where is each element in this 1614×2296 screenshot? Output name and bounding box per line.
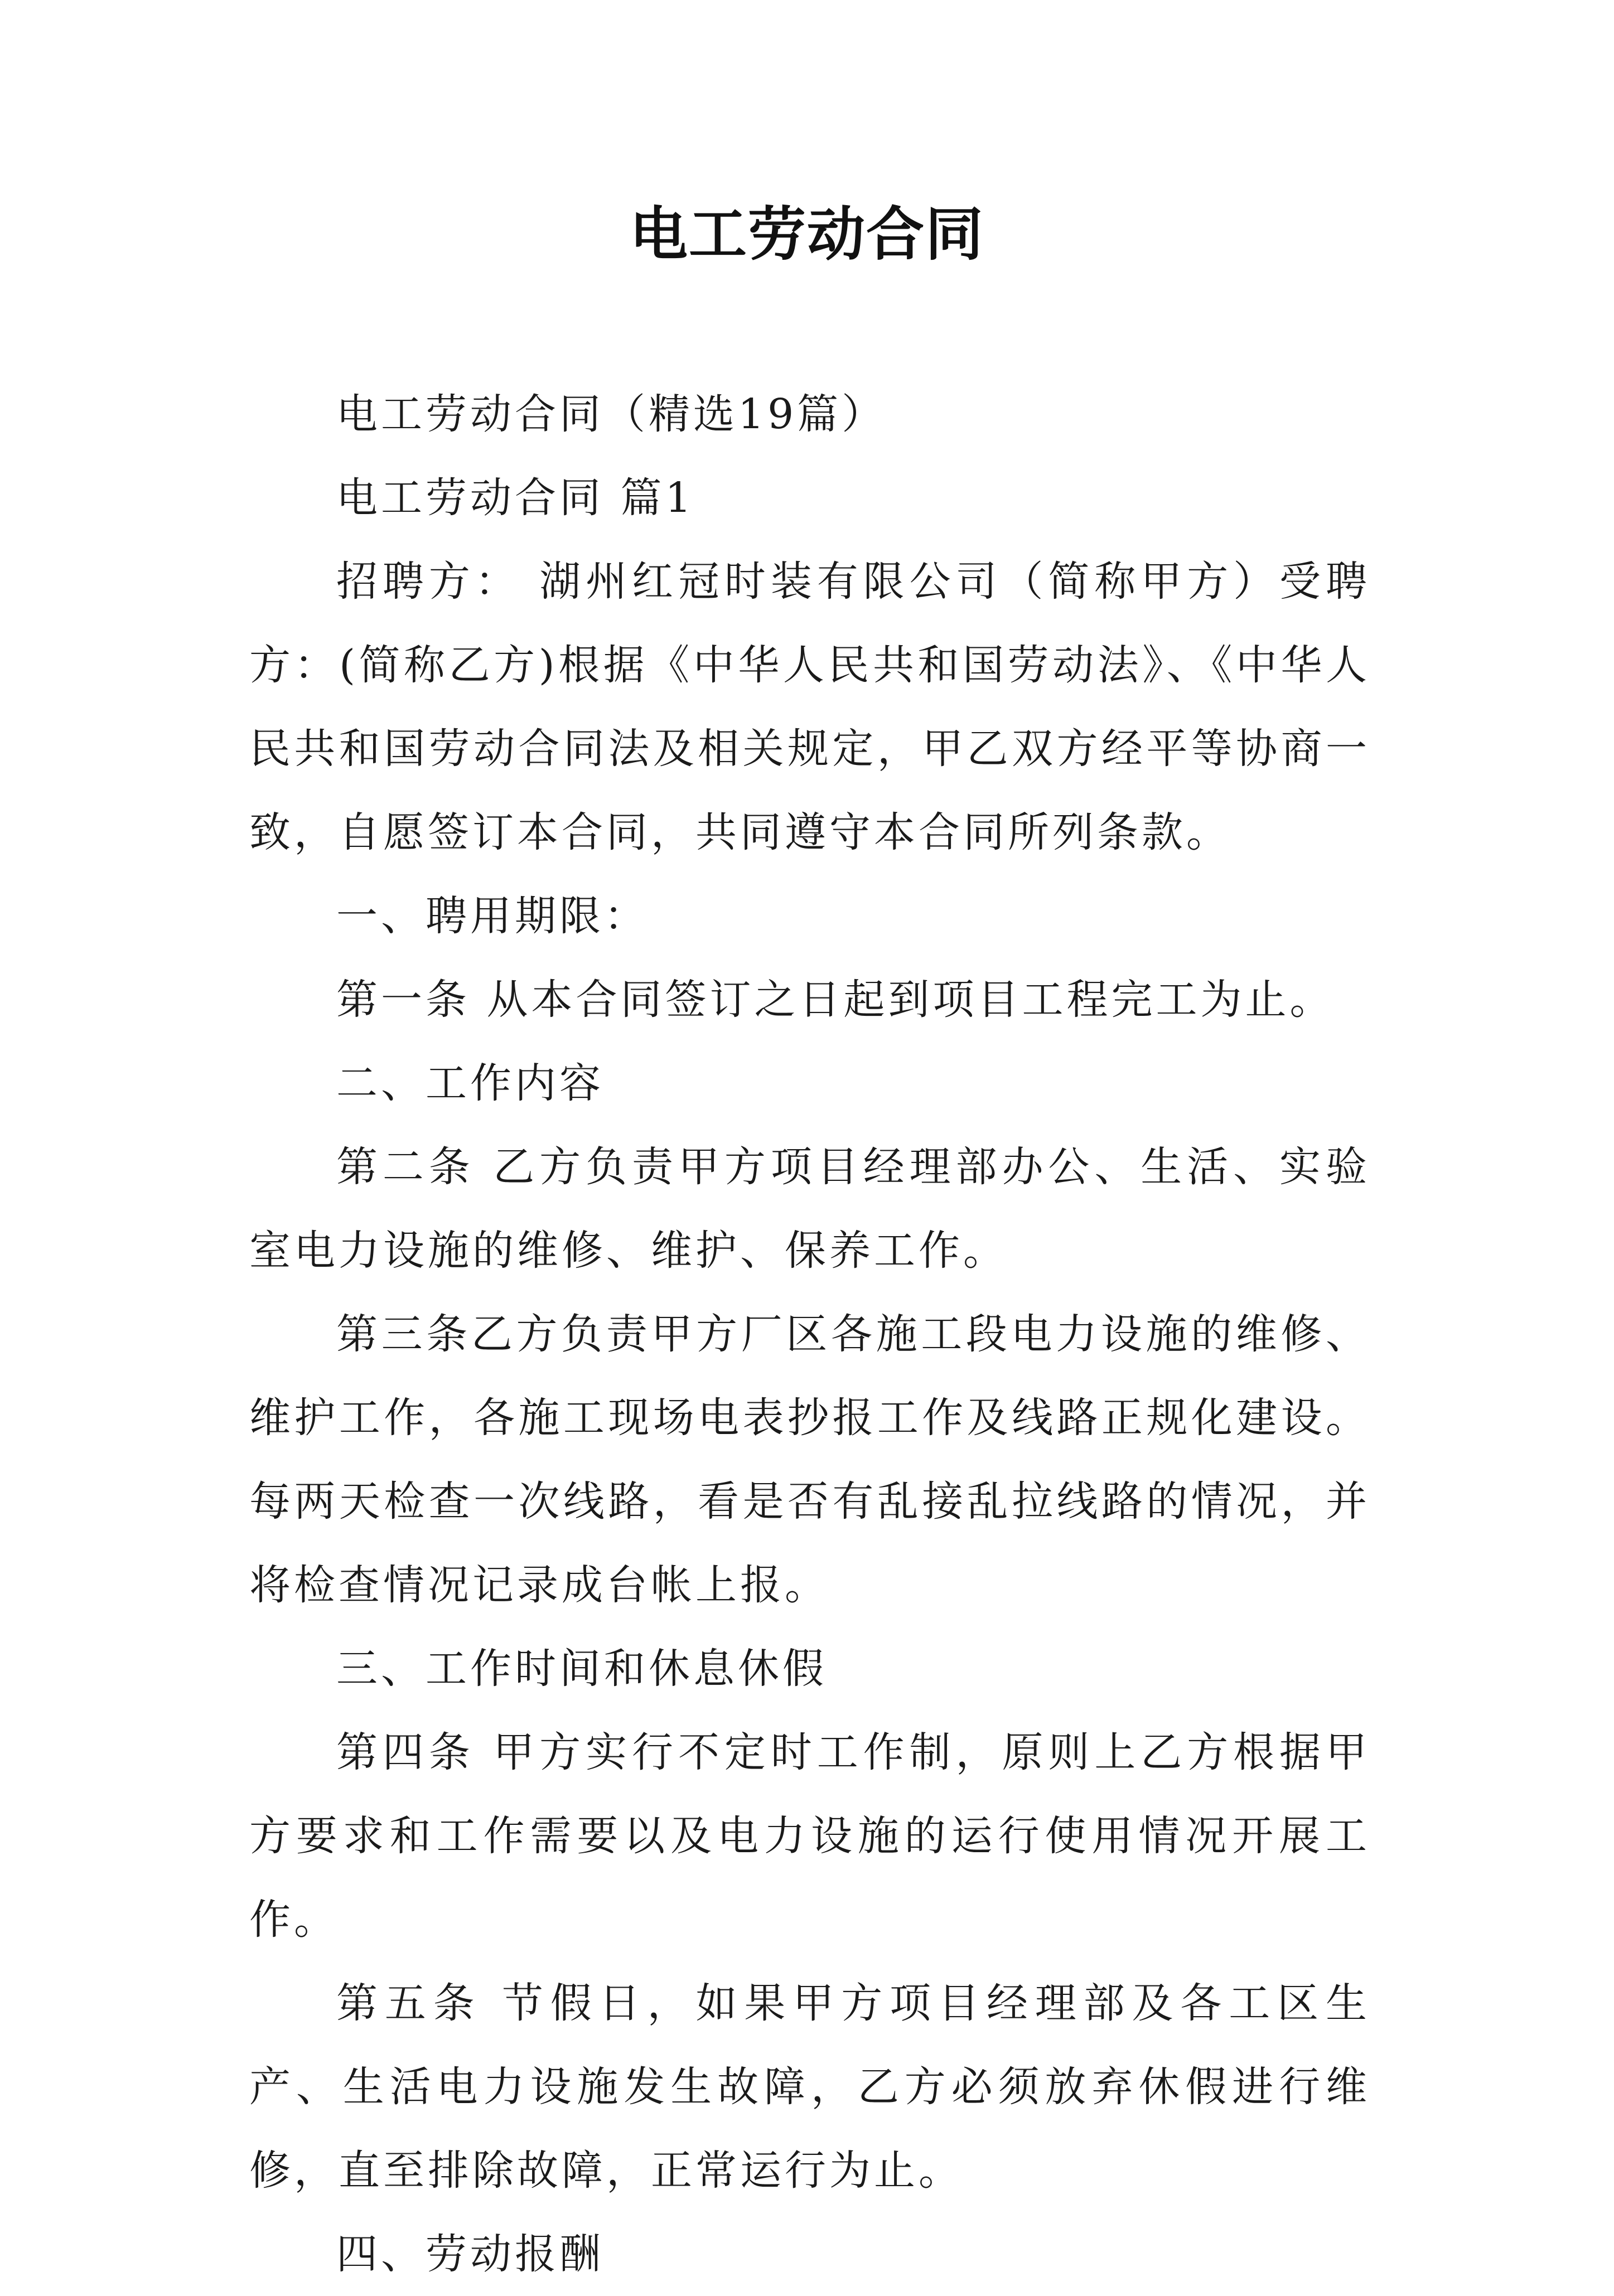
document-title: 电工劳动合同 [629, 200, 984, 268]
paragraph: 第三条乙方负责甲方厂区各施工段电力设施的维修、维护工作，各施工现场电表抄报工作及线路正规化建设。每两天检查一次线路，看是否有乱接乱拉线路的情况，并将检查情况记录成台帐上报。 [249, 1310, 1370, 1609]
section-heading: 三、工作时间和休息休假 [336, 1645, 827, 1693]
section-heading: 二、工作内容 [336, 1059, 604, 1107]
paragraph: 电工劳动合同 篇1 [336, 474, 695, 522]
section-heading: 四、劳动报酬 [336, 2230, 604, 2278]
paragraph: 招聘方： 湖州红冠时装有限公司（简称甲方）受聘方：(简称乙方)根据《中华人民共和国劳动法》、《中华人民共和国劳动合同法及相关规定，甲乙双方经平等协商一致，自愿签订本合同，共同遵守本合同所列条款。 [249, 558, 1370, 856]
paragraph: 第二条 乙方负责甲方项目经理部办公、生活、实验室电力设施的维修、维护、保养工作。 [249, 1143, 1370, 1275]
section-heading: 一、聘用期限： [336, 892, 649, 940]
paragraph: 第四条 甲方实行不定时工作制，原则上乙方根据甲方要求和工作需要以及电力设施的运行使用情况开展工作。 [249, 1728, 1370, 1944]
document-body [249, 372, 1370, 2296]
paragraph: 第一条 从本合同签订之日起到项目工程完工为止。 [336, 976, 1335, 1024]
paragraph: 第五条 节假日，如果甲方项目经理部及各工区生产、生活电力设施发生故障，乙方必须放弃休假进行维修，直至排除故障，正常运行为止。 [249, 1979, 1370, 2195]
paragraph: 电工劳动合同（精选19篇） [336, 390, 887, 438]
